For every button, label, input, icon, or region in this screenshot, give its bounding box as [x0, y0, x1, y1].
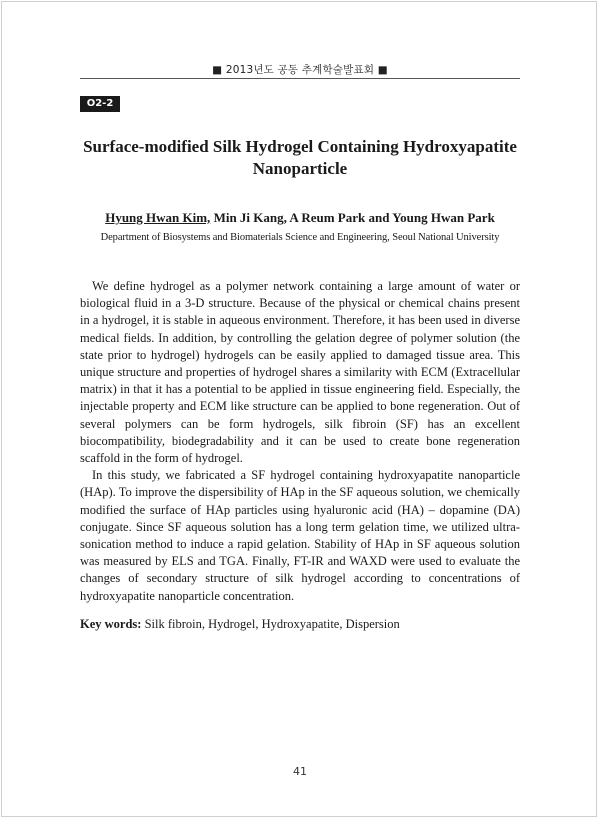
paper-title-line-1: Surface-modified Silk Hydrogel Containing Hydroxyapatite — [83, 137, 517, 156]
abstract-paragraph-2: In this study, we fabricated a SF hydrogel containing hydroxyapatite nanoparticle (HAp). To improve the dispersibility of HAp in the SF aqueous solution, we chemically modified the surface of HAp particles using hyaluronic acid (HA) – dopamine (DA) conjugate. Since SF aqueous solution has a long term gelation time, we utilized ultra-sonication method to induce a rapid gelation. Stability of HAp in SF aqueous solution was measured by ELS and TGA. Finally, FT-IR and WAXD were used to evaluate the changes of secondary structure of silk hydrogel according to concentrations of hydroxyapatite nanoparticle concentration. — [80, 468, 520, 603]
keywords-label: Key words: — [80, 617, 142, 631]
running-header: ■ 2013년도 공동 추계학술발표회 ■ — [212, 64, 388, 76]
abstract-paragraph-1: We define hydrogel as a polymer network containing a large amount of water or biological fluid in a 3-D structure. Because of the physical or chemical chains present in a hydrogel, it is stable in aqueous environment. Therefore, it has been used in diverse medical fields. In addition, by controlling the gelation degree of polymer solution (the state prior to hydrogel) hydrogels can be easily applied to damaged tissue area. This unique structure and properties of hydrogel shares a similarity with ECM (Extracellular matrix) in that it has a potential to be applied in tissue engineering field. Especially, the injectable property and ECM like structure can be applied to bone regeneration. Out of several polymers can be form hydrogels, silk fibroin (SF) has an excellent biocompatibility, biodegradability and it can be used to create bone regeneration scaffold in the form of hydrogel. — [80, 279, 520, 466]
affiliation: Department of Biosystems and Biomaterials Science and Engineering, Seoul National University — [100, 232, 500, 243]
session-badge: O2-2 — [80, 96, 120, 112]
keywords-terms: Silk fibroin, Hydrogel, Hydroxyapatite, Dispersion — [141, 617, 400, 631]
page-number: 41 — [293, 765, 307, 778]
keywords — [80, 617, 520, 632]
abstract-body — [80, 278, 520, 605]
presenting-author: Hyung Hwan Kim, — [105, 210, 211, 225]
author-list — [80, 210, 520, 226]
coauthors: Min Ji Kang, A Reum Park and Young Hwan Park — [210, 210, 495, 225]
paper-title — [80, 136, 520, 180]
header-rule — [80, 78, 520, 79]
paper-title-line-2: Nanoparticle — [252, 159, 348, 178]
